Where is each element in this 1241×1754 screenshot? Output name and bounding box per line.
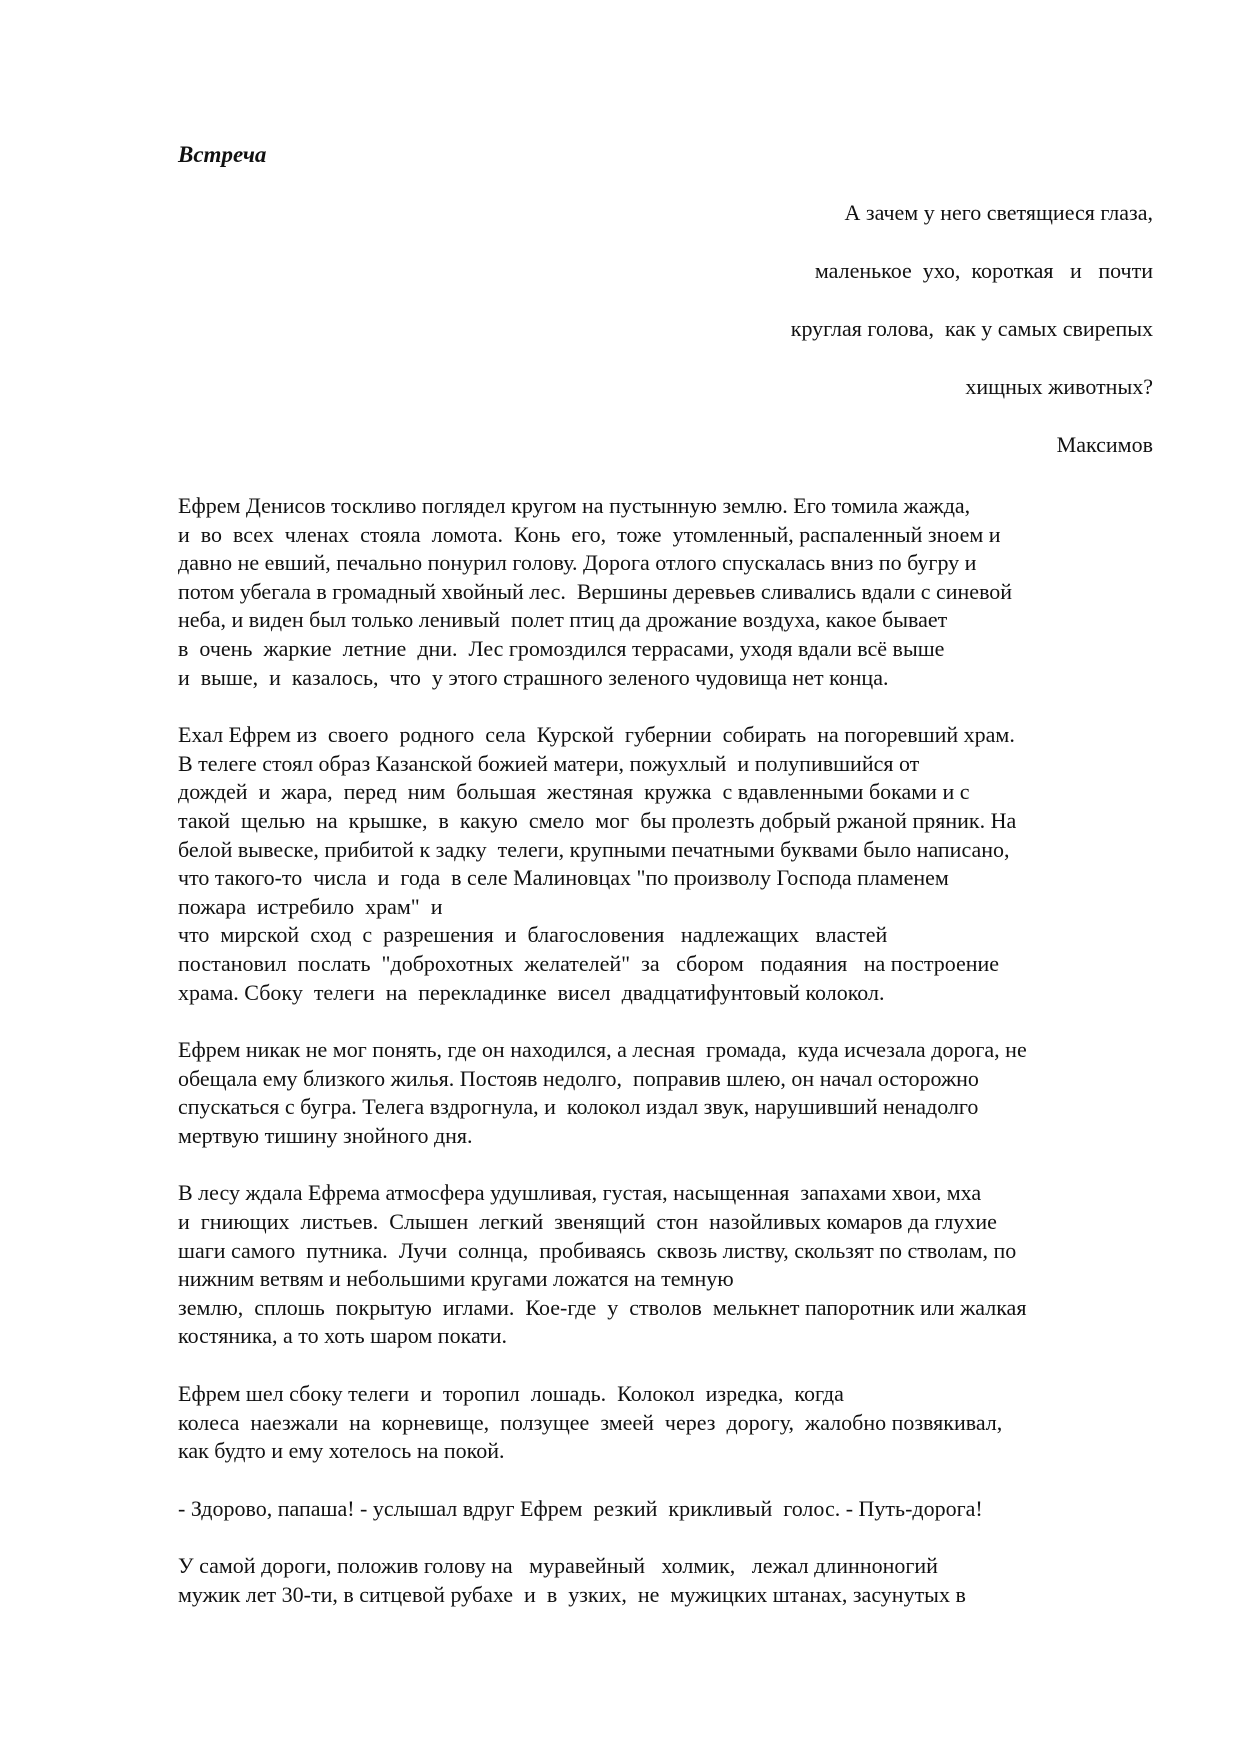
text-line: - Здорово, папаша! - услышал вдруг Ефрем резкий крикливый голос. - Путь-дорога! [178,1495,983,1521]
text-line: и выше, и казалось, что у этого страшного зеленого чудовища нет конца. [178,664,889,690]
text-line: мертвую тишину знойного дня. [178,1122,473,1148]
text-line: постановил послать "доброхотных желателей" за сбором подаяния на построение [178,950,1000,976]
paragraph-3 [178,1036,1168,1150]
paragraph-5 [178,1380,1168,1466]
text-line: что мирской сход с разрешения и благословения надлежащих властей [178,922,888,948]
epigraph-author: Максимов [1056,432,1153,457]
text-line: Ефрем шел сбоку телеги и торопил лошадь. Колокол изредка, когда [178,1381,844,1407]
text-line: в очень жаркие летние дни. Лес громоздился террасами, уходя вдали всё выше [178,635,945,661]
text-line: Ефрем Денисов тоскливо поглядел кругом на пустынную землю. Его томила жажда, [178,493,971,518]
document-title: Встреча [178,142,267,167]
paragraph-6 [178,1495,1168,1524]
text-line: шаги самого путника. Лучи солнца, пробиваясь сквозь листву, скользят по стволам, по [178,1237,1017,1263]
text-line: У самой дороги, положив голову на муравейный холмик, лежал длинноногий [178,1553,938,1579]
paragraph-2 [178,721,1168,1007]
text-line: что такого-то числа и года в селе Малиновцах "по произволу Господа пламенем [178,865,949,891]
epigraph-line: А зачем у него светящиеся глаза, [844,200,1153,225]
story-body [178,492,1168,1639]
text-line: дождей и жара, перед ним большая жестяная кружка с вдавленными боками и с [178,779,970,805]
text-line: В телеге стоял образ Казанской божией матери, пожухлый и полупившийся от [178,750,920,776]
text-line: обещала ему близкого жилья. Постояв недолго, поправив шлею, он начал осторожно [178,1065,979,1091]
text-line: такой щелью на крышке, в какую смело мог бы пролезть добрый ржаной пряник. На [178,807,1017,833]
text-line: В лесу ждала Ефрема атмосфера удушливая, густая, насыщенная запахами хвои, мха [178,1180,982,1206]
paragraph-4 [178,1179,1168,1351]
epigraph-line: круглая голова, как у самых свирепых [790,316,1153,341]
text-line: землю, сплошь покрытую иглами. Кое-где у стволов мелькнет папоротник или жалкая [178,1294,1027,1320]
text-line: Ехал Ефрем из своего родного села Курской губернии собирать на погоревший храм. [178,722,1015,748]
epigraph-line: хищных животных? [965,374,1153,399]
text-line: как будто и ему хотелось на покой. [178,1438,505,1464]
text-line: и во всех членах стояла ломота. Конь его, тоже утомленный, распаленный зноем и [178,521,1001,547]
text-line: спускаться с бугра. Телега вздрогнула, и колокол издал звук, нарушивший ненадолго [178,1094,979,1120]
text-line: пожара истребило храм" и [178,893,443,919]
text-line: храма. Сбоку телеги на перекладинке висел двадцатифунтовый колокол. [178,979,885,1005]
text-line: колеса наезжали на корневище, ползущее змеей через дорогу, жалобно позвякивал, [178,1409,1003,1435]
text-line: костяника, а то хоть шаром покати. [178,1323,508,1349]
epigraph-line: маленькое ухо, короткая и почти [814,258,1153,283]
text-line: и гниющих листьев. Слышен легкий звенящий стон назойливых комаров да глухие [178,1209,997,1235]
text-line: потом убегала в громадный хвойный лес. Вершины деревьев сливались вдали с синевой [178,578,1013,604]
epigraph [453,199,1153,459]
text-line: давно не евший, печально понурил голову. Дорога отлого спускалась вниз по бугру и [178,550,977,576]
paragraph-7 [178,1552,1168,1609]
paragraph-1 [178,492,1168,692]
text-line: нижним ветвям и небольшими кругами ложатся на темную [178,1266,734,1292]
text-line: неба, и виден был только ленивый полет птиц да дрожание воздуха, какое бывает [178,607,948,633]
text-line: Ефрем никак не мог понять, где он находился, а лесная громада, куда исчезала дорога, не [178,1037,1027,1063]
text-line: белой вывеске, прибитой к задку телеги, крупными печатными буквами было написано, [178,836,1010,862]
text-line: мужик лет 30-ти, в ситцевой рубахе и в узких, не мужицких штанах, засунутых в [178,1582,966,1607]
